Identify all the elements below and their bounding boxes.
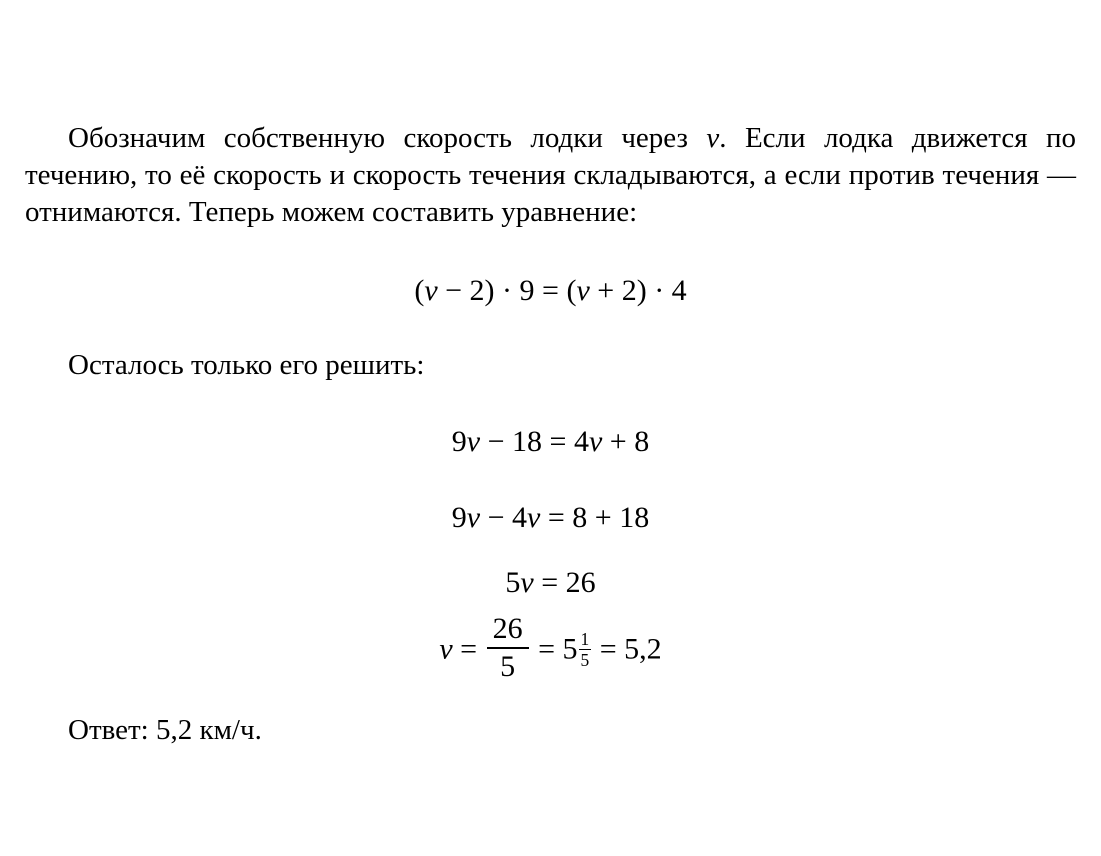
main-equation: [25, 273, 1076, 309]
eq-main-variable-1: v: [424, 274, 438, 307]
answer-line: Ответ: 5,2 км/ч.: [68, 714, 262, 746]
step2-variable-2: v: [527, 501, 541, 534]
document-content: [0, 120, 1101, 749]
step2-coef-1: 9: [451, 501, 467, 534]
step4-equals-3: =: [592, 632, 625, 666]
step3-end: = 26: [533, 566, 596, 599]
solve-intro-line: Осталось только его решить:: [68, 349, 425, 381]
intro-text-2: . Если лодка движется по течению, то её скорость и скорость течения складываются, а если против течения — отнимаются. Теперь можем составить уравнение:: [25, 122, 1076, 228]
solve-step-3: [25, 565, 1076, 601]
variable-v: v: [706, 122, 720, 154]
step1-variable-2: v: [588, 425, 603, 458]
eq-main-end: + 2) · 4: [589, 274, 687, 307]
mixed-fraction-numerator: 1: [580, 628, 590, 649]
step4-equals-1: =: [452, 632, 485, 666]
step2-end: = 8 + 18: [540, 501, 650, 534]
fraction-denominator: 5: [487, 647, 529, 683]
solve-step-4: [25, 612, 1076, 686]
intro-text-1: Обозначим собственную скорость лодки через: [68, 122, 707, 154]
step4-result: 5,2: [624, 632, 662, 666]
mixed-fraction-denominator: 5: [580, 649, 590, 670]
step2-middle: − 4: [480, 501, 528, 534]
step4-equals-2: =: [530, 632, 563, 666]
eq-main-open-paren: (: [414, 274, 425, 307]
step1-middle: − 18 = 4: [480, 425, 589, 458]
eq-main-variable-2: v: [576, 274, 590, 307]
step1-variable-1: v: [466, 425, 481, 458]
fraction-numerator: 26: [492, 612, 523, 646]
intro-paragraph: [25, 120, 1076, 231]
mixed-number-fraction: [579, 630, 592, 670]
fraction-26-over-5: [487, 613, 529, 682]
solve-step-1: [25, 424, 1076, 460]
step3-variable: v: [520, 566, 534, 599]
step2-variable-1: v: [466, 501, 481, 534]
step3-coef: 5: [505, 566, 521, 599]
solve-step-2: [25, 500, 1076, 536]
step1-end: + 8: [602, 425, 650, 458]
step1-coef-1: 9: [451, 425, 467, 458]
eq-main-middle: − 2) · 9 = (: [437, 274, 577, 307]
step4-variable: v: [439, 632, 453, 666]
mixed-number-whole: 5: [562, 632, 578, 666]
